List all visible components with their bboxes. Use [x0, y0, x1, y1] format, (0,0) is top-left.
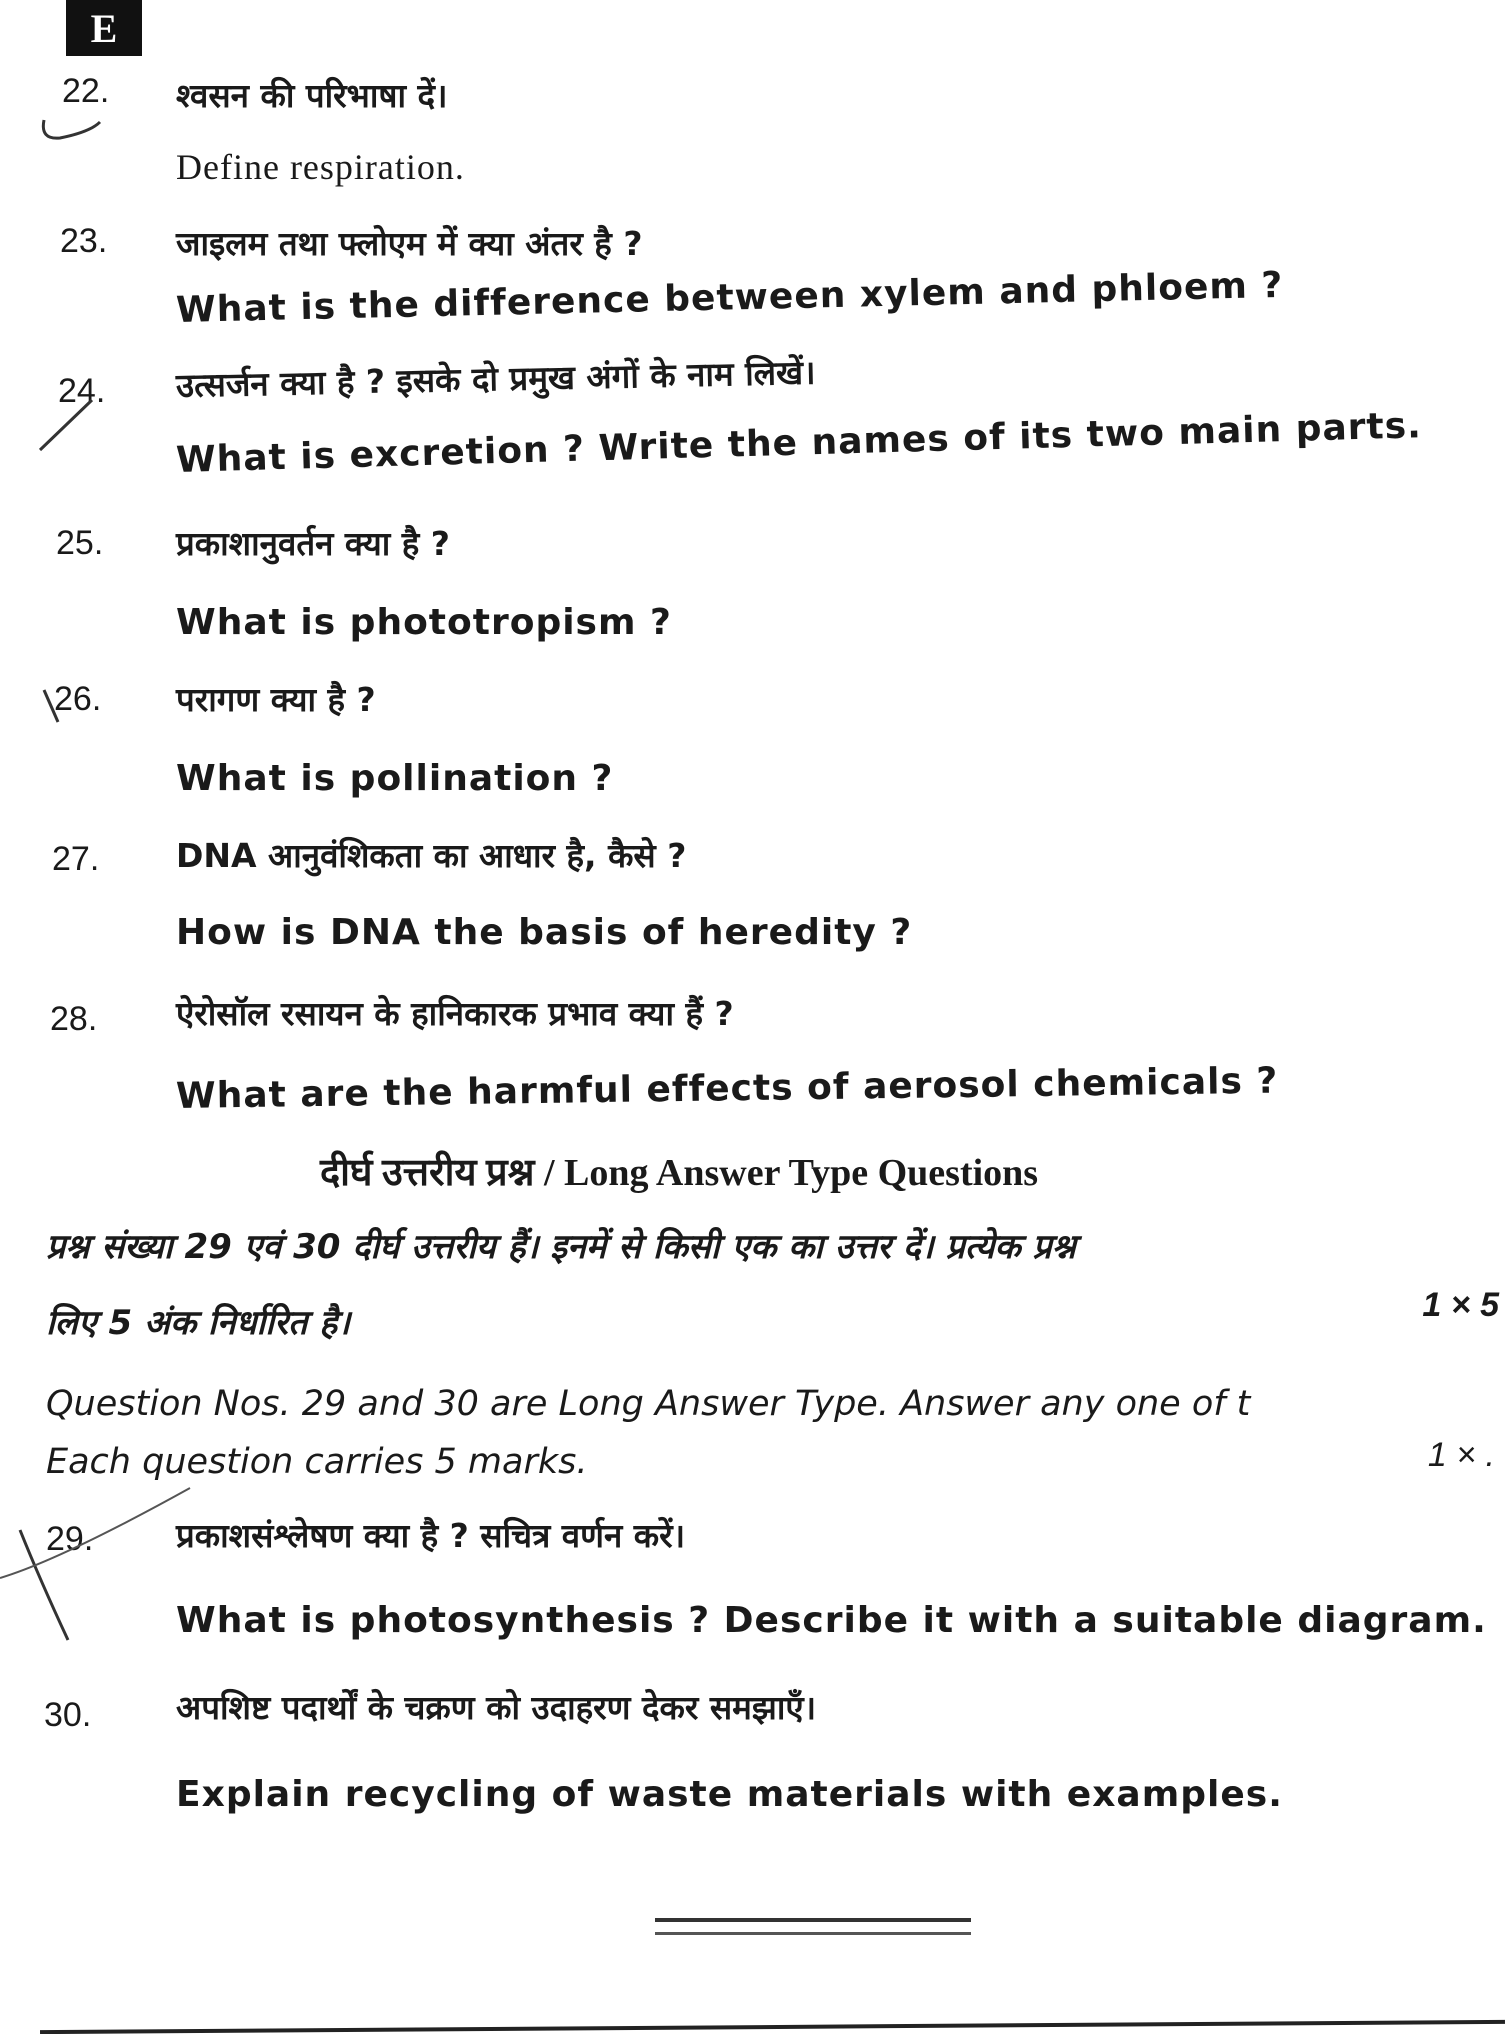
question-number: 27. [52, 840, 100, 878]
question-hindi: प्रकाशसंश्लेषण क्या है ? सचित्र वर्णन करें। [176, 1516, 686, 1555]
question-hindi: DNA आनुवंशिकता का आधार है, कैसे ? [176, 836, 687, 875]
question-number: 22. [62, 72, 110, 110]
question-number: 29. [46, 1520, 94, 1558]
question-hindi: परागण क्या है ? [176, 680, 376, 719]
question-english: What is phototropism ? [176, 602, 672, 643]
question-english: How is DNA the basis of heredity ? [176, 912, 913, 953]
question-hindi: उत्सर्जन क्या है ? इसके दो प्रमुख अंगों के नाम लिखें। [175, 352, 816, 405]
set-badge: E [66, 0, 142, 56]
instruction-english-line2: Each question carries 5 marks. [46, 1442, 588, 1482]
question-number: 26. [54, 680, 102, 718]
question-hindi: जाइलम तथा फ्लोएम में क्या अंतर है ? [176, 224, 643, 263]
question-hindi: श्वसन की परिभाषा दें। [176, 76, 448, 115]
question-hindi: अपशिष्ट पदार्थों के चक्रण को उदाहरण देकर समझाएँ। [176, 1688, 817, 1727]
instruction-hindi-line1: प्रश्न संख्या 29 एवं 30 दीर्घ उत्तरीय हैं। इनमें से किसी एक का उत्तर दें। प्रत्येक प्रश्न [46, 1227, 1076, 1267]
question-english: What is the difference between xylem and phloem ? [175, 264, 1284, 331]
question-number: 24. [58, 372, 106, 410]
question-english: What are the harmful effects of aerosol chemicals ? [175, 1060, 1279, 1117]
question-english: Define respiration. [176, 147, 465, 187]
marks-english: 1 × . [1427, 1436, 1495, 1474]
question-english: What is photosynthesis ? Describe it with a suitable diagram. [176, 1600, 1487, 1641]
question-english: What is excretion ? Write the names of its two main parts. [175, 405, 1423, 481]
end-of-paper-rule [655, 1918, 971, 1935]
question-number: 25. [56, 524, 104, 562]
question-number: 30. [44, 1696, 92, 1734]
instruction-hindi-line2: लिए 5 अंक निर्धारित है। [46, 1303, 351, 1343]
instruction-english-line1: Question Nos. 29 and 30 are Long Answer Type. Answer any one of t [46, 1384, 1251, 1424]
question-hindi: प्रकाशानुवर्तन क्या है ? [176, 524, 450, 563]
question-english: What is pollination ? [176, 758, 614, 799]
question-hindi: ऐरोसॉल रसायन के हानिकारक प्रभाव क्या हैं ? [176, 994, 734, 1033]
question-english: Explain recycling of waste materials with examples. [176, 1774, 1283, 1815]
marks-hindi: 1 × 5 [1422, 1286, 1499, 1324]
question-number: 23. [60, 222, 108, 260]
section-title: दीर्घ उत्तरीय प्रश्न / Long Answer Type Questions [320, 1152, 1039, 1194]
question-number: 28. [50, 1000, 98, 1038]
